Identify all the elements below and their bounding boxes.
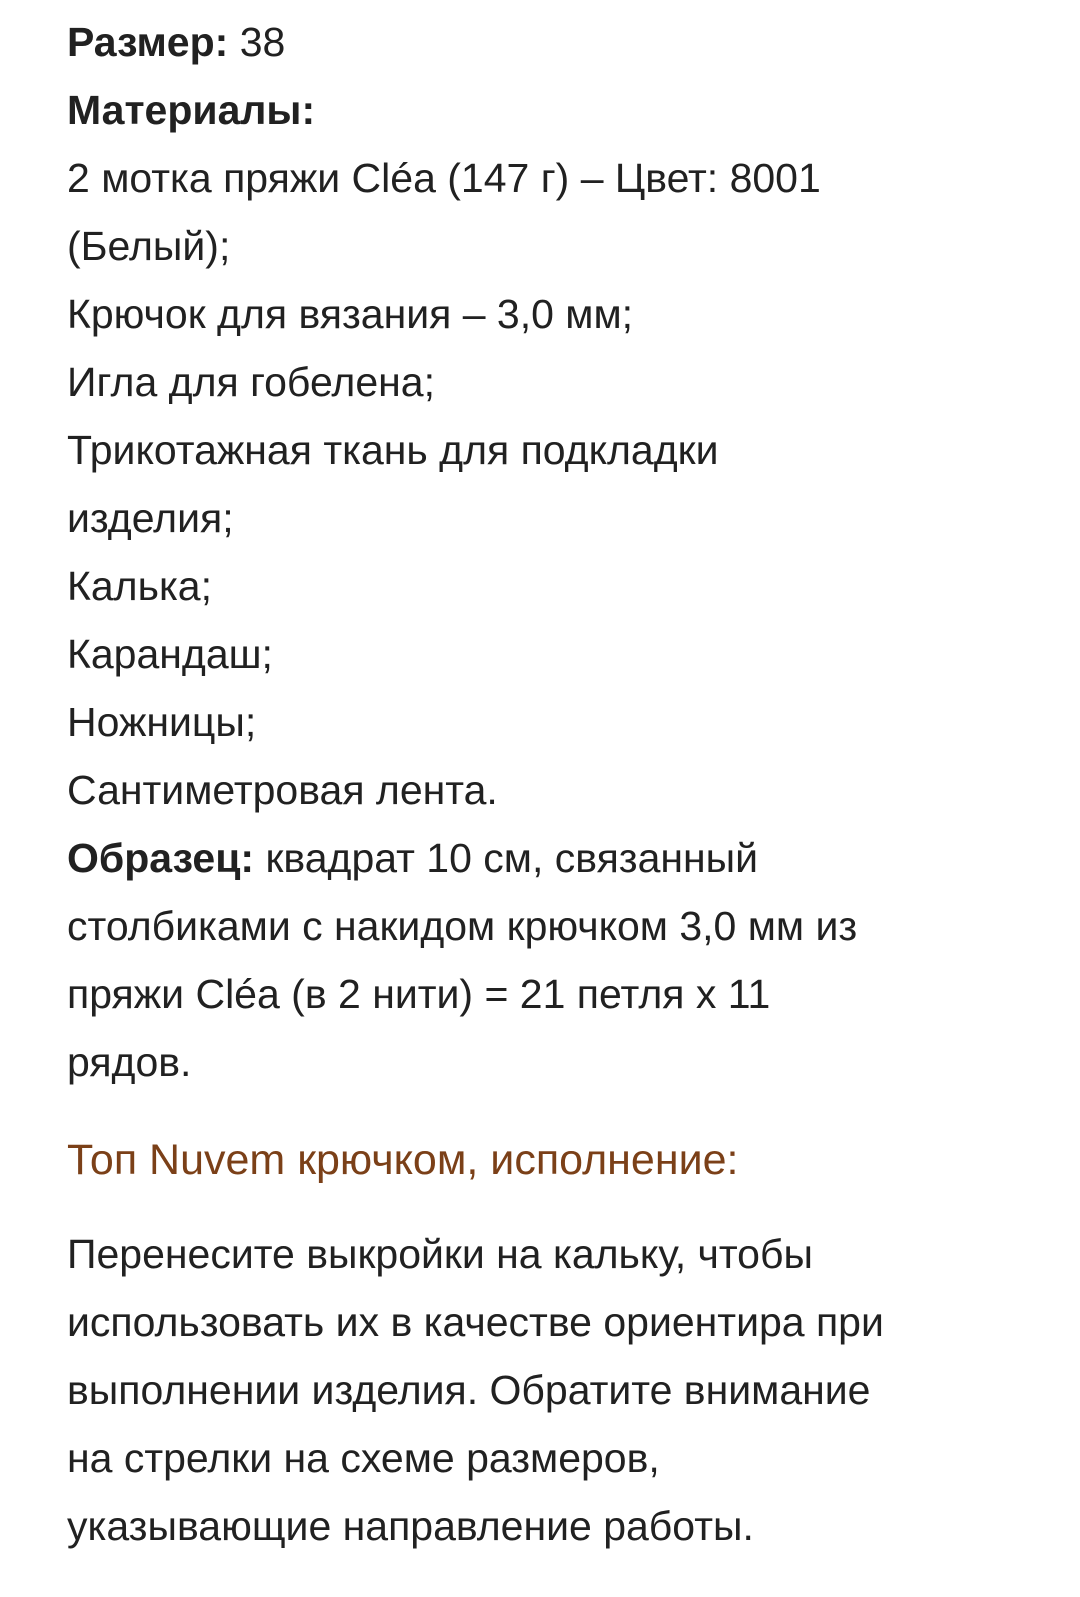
section-paragraph-line: Перенесите выкройки на кальку, чтобы (67, 1231, 813, 1277)
materials-label-line (67, 76, 1020, 144)
section-heading: Топ Nuvem крючком, исполнение: (67, 1136, 739, 1184)
materials-item: Карандаш; (67, 631, 273, 677)
materials-item: Калька; (67, 563, 213, 609)
materials-item: Трикотажная ткань для подкладки (67, 427, 719, 473)
gauge-text-line: столбиками с накидом крючком 3,0 мм из (67, 903, 858, 949)
gauge-label: Образец: (67, 835, 255, 881)
size-value: 38 (228, 19, 286, 65)
materials-item: Крючок для вязания – 3,0 мм; (67, 291, 634, 337)
gauge-text-line: рядов. (67, 1039, 192, 1085)
materials-item: (Белый); (67, 223, 231, 269)
section-paragraph-line: выполнении изделия. Обратите внимание (67, 1367, 871, 1413)
section-paragraph-line: на стрелки на схеме размеров, (67, 1435, 660, 1481)
materials-item: 2 мотка пряжи Cléa (147 г) – Цвет: 8001 (67, 155, 821, 201)
size-label: Размер: (67, 19, 229, 65)
size-line (67, 8, 1020, 76)
materials-item: Сантиметровая лента. (67, 767, 498, 813)
materials-item: изделия; (67, 495, 234, 541)
section-paragraph-line: использовать их в качестве ориентира при (67, 1299, 884, 1345)
materials-item: Игла для гобелена; (67, 359, 435, 405)
materials-label: Материалы: (67, 87, 316, 133)
section-paragraph-line: указывающие направление работы. (67, 1503, 754, 1549)
gauge-text: квадрат 10 см, связанный (254, 835, 759, 881)
gauge-line (67, 824, 1020, 892)
materials-item: Ножницы; (67, 699, 257, 745)
gauge-text-line: пряжи Cléa (в 2 нити) = 21 петля х 11 (67, 971, 771, 1017)
